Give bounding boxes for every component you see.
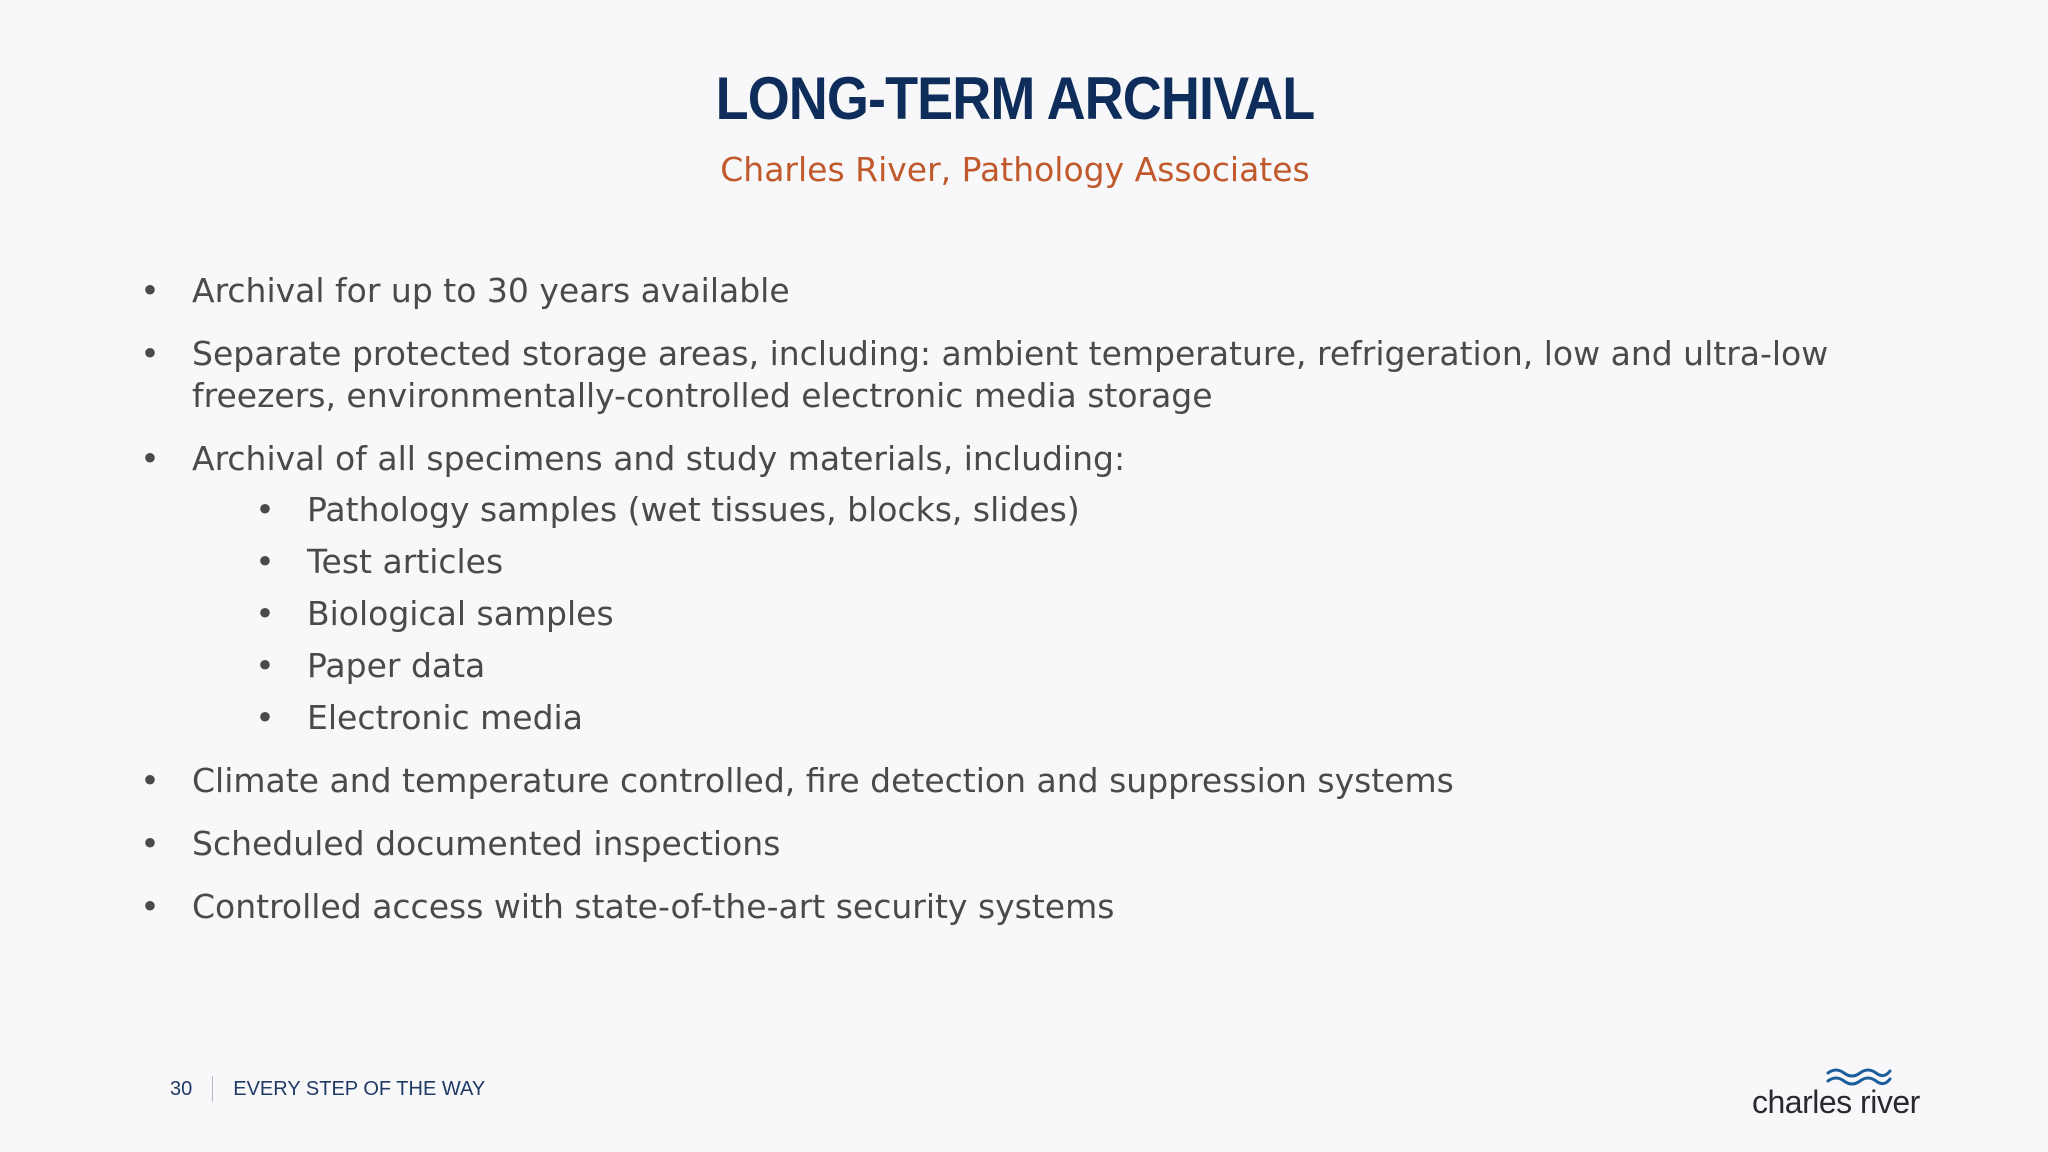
bullet-text: Archival for up to 30 years available xyxy=(192,271,790,310)
bullet-item xyxy=(140,438,1940,739)
charles-river-logo xyxy=(1748,1066,1933,1126)
bullet-dot: • xyxy=(255,542,275,581)
bullet-text: Scheduled documented inspections xyxy=(192,824,781,863)
bullet-text: Separate protected storage areas, including: ambient temperature, refrigeration, low and ultra-low freezers, environmentally-controlled electronic media storage xyxy=(192,334,1829,415)
bullet-item xyxy=(140,270,1940,312)
bullet-dot: • xyxy=(255,646,275,685)
bullet-item xyxy=(140,886,1940,928)
bullet-item xyxy=(140,760,1940,802)
bullet-dot: • xyxy=(140,761,160,800)
sub-bullet-item xyxy=(255,645,1940,687)
bullet-dot: • xyxy=(255,490,275,529)
logo-text: charles river xyxy=(1752,1084,1920,1120)
slide-subtitle: Charles River, Pathology Associates xyxy=(720,150,1310,189)
bullet-item xyxy=(140,823,1940,865)
footer xyxy=(170,1074,485,1104)
bullet-dot: • xyxy=(140,334,160,373)
sub-bullet-list xyxy=(255,489,1940,739)
bullet-item xyxy=(140,333,1940,417)
bullet-text: Controlled access with state-of-the-art security systems xyxy=(192,887,1115,926)
bullet-dot: • xyxy=(140,824,160,863)
bullet-dot: • xyxy=(140,439,160,478)
sub-bullet-item xyxy=(255,593,1940,635)
bullet-dot: • xyxy=(140,271,160,310)
sub-bullet-item xyxy=(255,541,1940,583)
sub-bullet-text: Electronic media xyxy=(307,698,583,737)
bullet-text: Climate and temperature controlled, fire detection and suppression systems xyxy=(192,761,1454,800)
sub-bullet-text: Test articles xyxy=(307,542,504,581)
bullet-list xyxy=(140,270,1940,949)
sub-bullet-text: Pathology samples (wet tissues, blocks, slides) xyxy=(307,490,1080,529)
waves-icon xyxy=(1826,1066,1892,1086)
sub-bullet-item xyxy=(255,697,1940,739)
bullet-dot: • xyxy=(255,698,275,737)
bullet-text: Archival of all specimens and study materials, including: xyxy=(192,439,1126,478)
bullet-dot: • xyxy=(255,594,275,633)
footer-tagline: EVERY STEP OF THE WAY xyxy=(233,1077,486,1100)
slide-title: LONG-TERM ARCHIVAL xyxy=(715,65,1315,132)
footer-divider xyxy=(212,1076,213,1102)
sub-bullet-text: Paper data xyxy=(307,646,486,685)
page-number: 30 xyxy=(170,1077,193,1100)
sub-bullet-text: Biological samples xyxy=(307,594,614,633)
sub-bullet-item xyxy=(255,489,1940,531)
bullet-dot: • xyxy=(140,887,160,926)
